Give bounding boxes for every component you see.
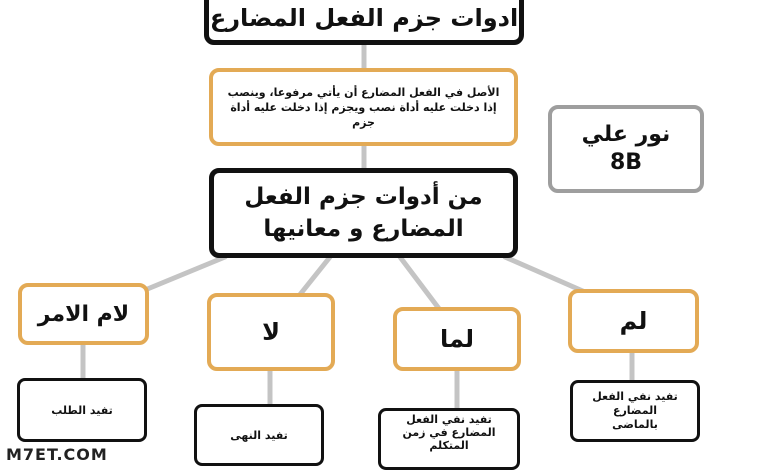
title-box [204,0,524,45]
watermark: M7ET.COM [6,445,108,464]
connector-center-lamma [400,257,440,310]
tool-name-lam: لم [619,307,648,335]
tool-box-la [207,293,335,371]
meaning-box-lam-alamr [17,378,147,442]
author-name: نور علي [581,122,671,147]
class-label: 8B [609,150,643,175]
meaning-box-la [194,404,324,466]
author-box [548,105,704,193]
meaning-lam-alamr: تفيد الطلب [51,403,113,417]
rule-text: الأصل في الفعل المضارع أن يأتي مرفوعا، وينصب إذا دخلت عليه أداة نصب ويجزم إذا دخلت عليه أداة جزم [227,85,500,129]
rule-box [209,68,518,146]
connector-center-la [298,257,330,297]
meaning-box-lam [570,380,700,442]
center-box [209,168,518,258]
tool-name-lam-alamr: لام الامر [37,301,130,327]
center-text: من أدوات جزم الفعل المضارع و معانيها [244,184,483,242]
connector-center-lam [505,257,585,292]
tool-name-lamma: لما [439,325,475,353]
meaning-la: تفيد النهى [230,428,288,442]
connector-center-lam-alamr [145,257,225,290]
tool-box-lam [568,289,699,353]
title-text: ادوات جزم الفعل المضارع [209,3,519,32]
meaning-lamma: تفيد نفي الفعل المضارع في زمن المتكلم [402,413,496,452]
meaning-lam: تفيد نفي الفعل المضارع بالماضى [592,390,678,431]
tool-name-la: لا [262,318,280,346]
meaning-box-lamma [378,408,520,470]
tool-box-lam-alamr [18,283,149,345]
tool-box-lamma [393,307,521,371]
